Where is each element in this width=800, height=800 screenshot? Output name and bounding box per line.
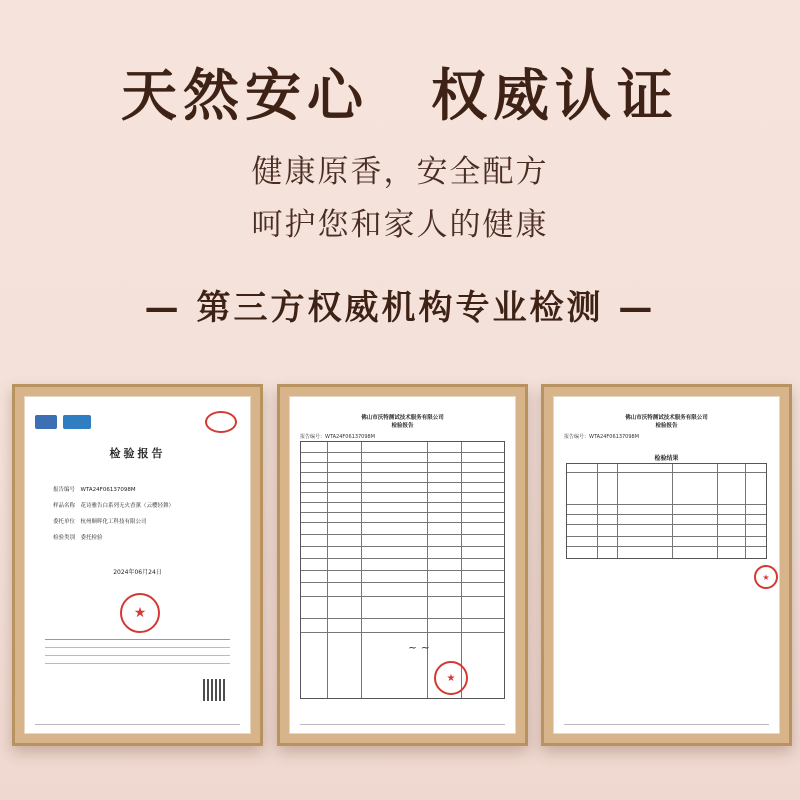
row-report-no: 报告编号 WTA24F06137098M xyxy=(53,487,136,493)
certificate-frame-1 xyxy=(12,384,263,746)
ilac-logo-icon xyxy=(35,415,57,429)
address-block xyxy=(45,635,230,667)
report-date: 2024年06月24日 xyxy=(113,569,162,576)
section-title: — 第三方权威机构专业检测 — xyxy=(144,288,656,328)
subtitle-line-2: 呵护您和家人的健康 xyxy=(251,207,549,243)
report-title: 检验报告 xyxy=(109,447,166,460)
signature: ~ ~ xyxy=(408,641,430,654)
lab-header: 佛山市沃特测试技术服务有限公司 检验报告 xyxy=(361,415,444,429)
report-number: 报告编号：WTA24F06137098M xyxy=(564,434,640,440)
certificate-frame-2 xyxy=(277,384,528,746)
results-heading: 检验结果 xyxy=(654,455,679,462)
page-footer xyxy=(35,724,240,725)
certificate-page-results xyxy=(553,396,780,734)
certificate-frame-3 xyxy=(541,384,792,746)
headline: 天然安心 权威认证 xyxy=(121,63,679,129)
subtitle-line-1: 健康原香，安全配方 xyxy=(251,154,549,190)
report-number: 报告编号：WTA24F06137098M xyxy=(300,434,376,440)
certificate-page-cover xyxy=(24,396,251,734)
lab-header: 佛山市沃特测试技术服务有限公司 检验报告 xyxy=(625,415,708,429)
qr-code-icon xyxy=(203,679,225,701)
official-seal-icon: ★ xyxy=(120,593,160,633)
row-test-type: 检验类别 委托检验 xyxy=(53,535,103,541)
page-footer xyxy=(300,724,505,725)
row-client: 委托单位 杭州顺晖化工科技有限公司 xyxy=(53,519,147,525)
certificate-page-details xyxy=(289,396,516,734)
row-sample-name: 样品名称 花诗雅告白系列无火香薰（云樱轻舞） xyxy=(53,503,175,509)
waltek-logo-icon xyxy=(205,411,237,433)
page-footer xyxy=(564,724,769,725)
report-seal-icon: ★ xyxy=(434,661,468,695)
report-table xyxy=(300,441,505,699)
cnas-logo-icon xyxy=(63,415,91,429)
results-table xyxy=(566,463,767,559)
results-seal-icon: ★ xyxy=(754,565,778,589)
